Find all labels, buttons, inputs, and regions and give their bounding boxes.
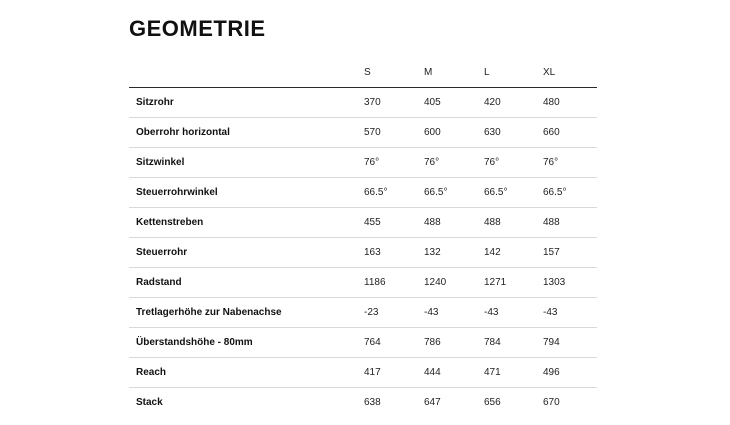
table-cell: 656 — [484, 397, 501, 408]
table-cell: 163 — [364, 238, 424, 268]
table-cell: -23 — [364, 298, 424, 328]
table-cell: 488 — [424, 208, 484, 238]
table-header — [129, 58, 597, 88]
table-cell: 600 — [424, 118, 484, 148]
table-cell: 66.5° — [364, 178, 424, 208]
row-label: Stack — [136, 397, 163, 408]
table-row — [129, 238, 597, 268]
table-cell: 405 — [424, 88, 484, 118]
table-row — [129, 178, 597, 208]
table-cell: 370 — [364, 88, 424, 118]
size-header-l: L — [484, 58, 543, 88]
header-corner — [129, 58, 364, 88]
table-cell: 471 — [484, 358, 543, 388]
row-label: Sitzwinkel — [129, 148, 364, 178]
table-cell: 142 — [484, 238, 543, 268]
table-cell: -43 — [424, 298, 484, 328]
table-cell: 786 — [424, 328, 484, 358]
size-header-m: M — [424, 58, 484, 88]
table-cell: 764 — [364, 328, 424, 358]
table-cell: -43 — [543, 298, 597, 328]
table-cell: 455 — [364, 208, 424, 238]
row-label: Radstand — [129, 268, 364, 298]
table-cell: 630 — [484, 118, 543, 148]
table-cell: 76° — [484, 148, 543, 178]
table-cell: 488 — [484, 208, 543, 238]
row-label: Sitzrohr — [129, 88, 364, 118]
size-header-xl: XL — [543, 58, 597, 88]
table-cell: 66.5° — [543, 178, 597, 208]
page-title: GEOMETRIE — [129, 16, 266, 41]
geometry-table — [129, 58, 597, 417]
table-cell: 76° — [543, 148, 597, 178]
row-label: Steuerrohr — [129, 238, 364, 268]
table-cell: 132 — [424, 238, 484, 268]
table-body — [129, 88, 597, 418]
table-cell: 1271 — [484, 268, 543, 298]
table-row — [129, 148, 597, 178]
table-cell: 647 — [424, 397, 441, 408]
table-cell: 496 — [543, 358, 597, 388]
table-cell: 76° — [424, 148, 484, 178]
table-row — [129, 208, 597, 238]
table-row — [129, 268, 597, 298]
table-cell: 1186 — [364, 268, 424, 298]
table-cell: 1303 — [543, 268, 597, 298]
row-label: Überstandshöhe - 80mm — [129, 328, 364, 358]
table-cell: 794 — [543, 328, 597, 358]
table-cell: 480 — [543, 88, 597, 118]
table-cell: -43 — [484, 298, 543, 328]
table-cell: 660 — [543, 118, 597, 148]
table-cell: 157 — [543, 238, 597, 268]
size-header-s: S — [364, 58, 424, 88]
row-label: Kettenstreben — [129, 208, 364, 238]
table-cell: 1240 — [424, 268, 484, 298]
table-cell: 570 — [364, 118, 424, 148]
table-cell: 670 — [543, 397, 560, 408]
table-row — [129, 88, 597, 118]
table-row — [129, 328, 597, 358]
table-cell: 66.5° — [424, 178, 484, 208]
table-cell: 638 — [364, 397, 381, 408]
table-row — [129, 298, 597, 328]
table-cell: 488 — [543, 208, 597, 238]
row-label: Steuerrohrwinkel — [129, 178, 364, 208]
table-cell: 784 — [484, 328, 543, 358]
table-cell: 66.5° — [484, 178, 543, 208]
table-row — [129, 118, 597, 148]
table-row — [129, 388, 597, 418]
row-label: Reach — [129, 358, 364, 388]
table-cell: 417 — [364, 358, 424, 388]
table-cell: 420 — [484, 88, 543, 118]
table-cell: 444 — [424, 358, 484, 388]
header-row — [129, 58, 597, 88]
row-label: Tretlagerhöhe zur Nabenachse — [129, 298, 364, 328]
row-label: Oberrohr horizontal — [129, 118, 364, 148]
table-row — [129, 358, 597, 388]
table-cell: 76° — [364, 148, 424, 178]
